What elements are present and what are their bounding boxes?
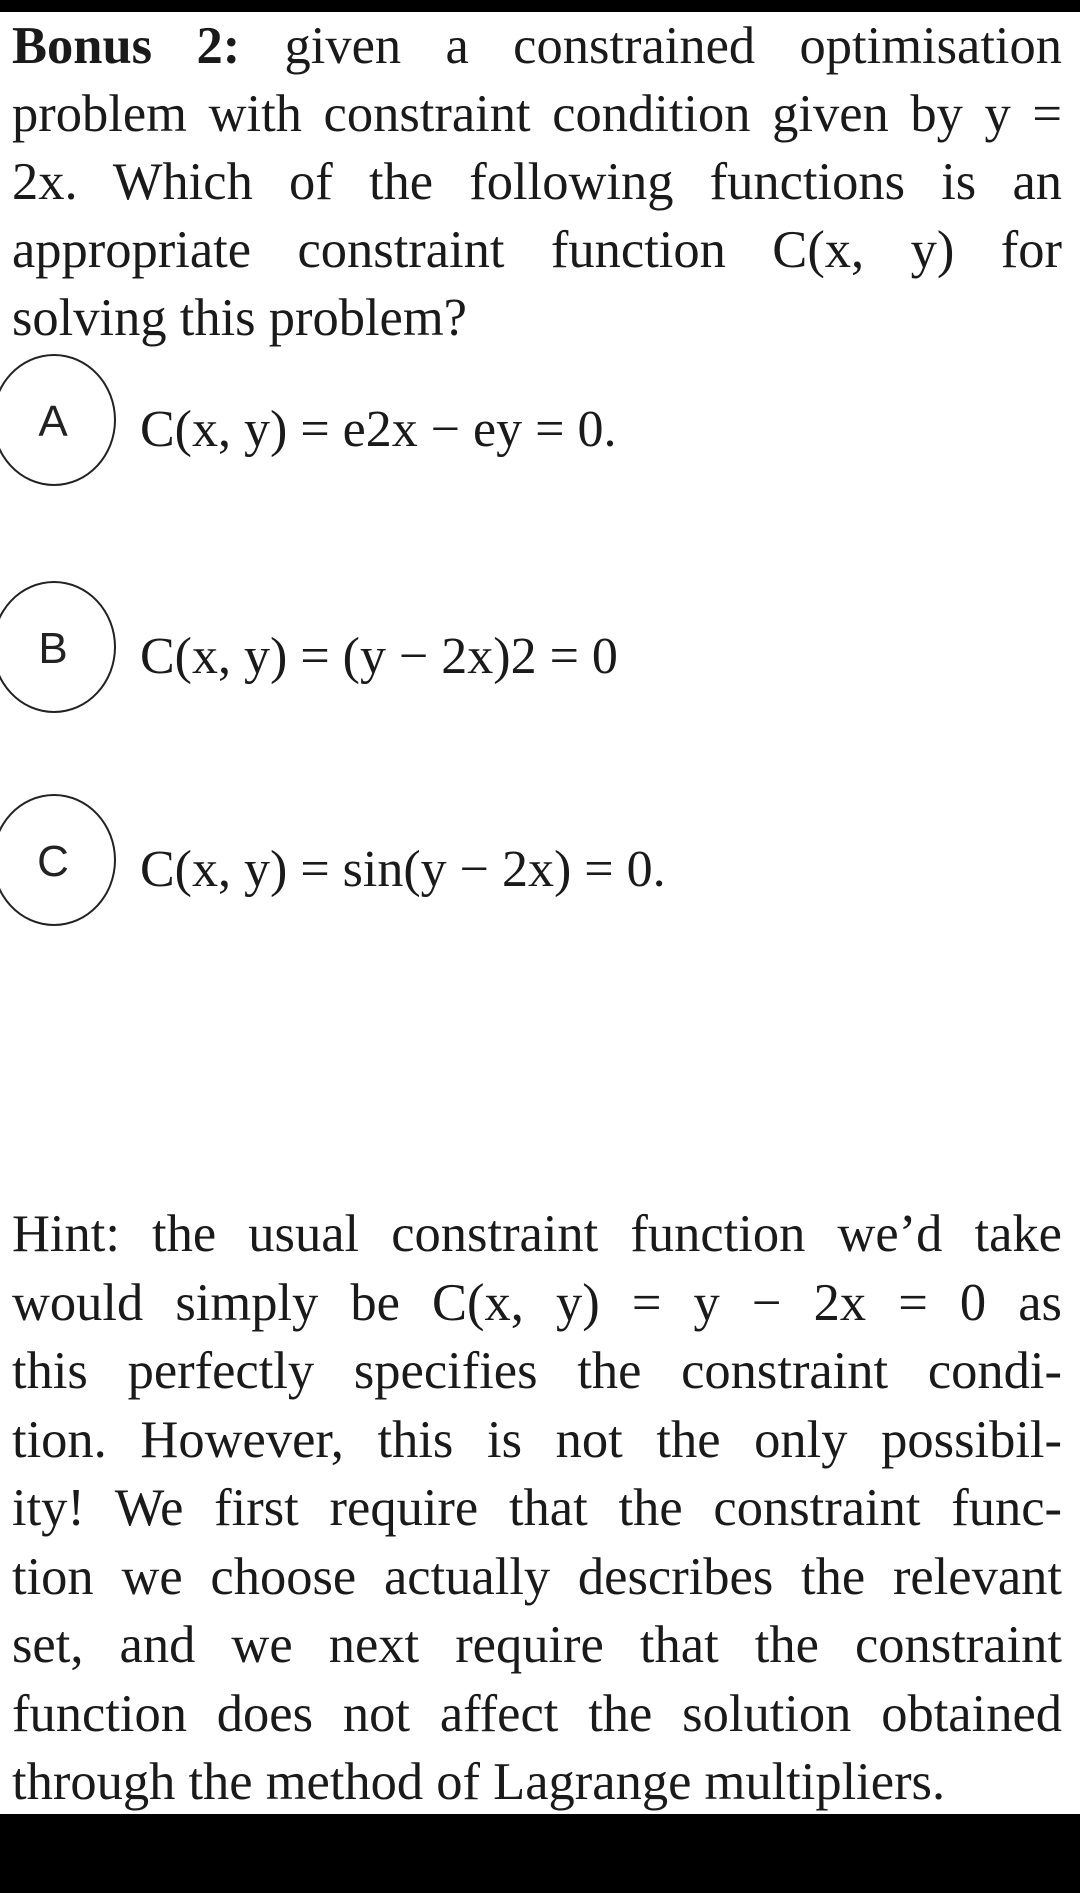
hint-line: function does not affect the solution obtained <box>12 1684 1062 1743</box>
option-c-badge[interactable] <box>0 794 116 926</box>
option-c-formula: C(x, y) = sin(y − 2x) = 0. <box>140 841 666 898</box>
hint-line: through the method of Lagrange multipliers. <box>12 1753 946 1811</box>
option-a-badge[interactable] <box>0 354 116 486</box>
hint-line: ity! We first require that the constraint func- <box>12 1479 1062 1537</box>
question-label: Bonus 2: <box>12 17 241 75</box>
option-b-letter: B <box>38 624 68 673</box>
option-a-formula: C(x, y) = e2x − ey = 0. <box>140 401 617 458</box>
option-c[interactable] <box>0 794 1080 934</box>
option-b-badge[interactable] <box>0 581 116 713</box>
option-a-letter: A <box>38 397 68 446</box>
hint-line: would simply be C(x, y) = y − 2x = 0 as <box>12 1273 1062 1332</box>
question-body: given a constrained optimisation problem with constraint condition given by y = 2x. Which of the following functions is an appropriate constraint function C(x, y) for solving this problem? <box>12 17 1063 347</box>
hint-line: set, and we next require that the constraint <box>12 1616 1062 1674</box>
hint-line: Hint: the usual constraint function we’d take <box>12 1205 1062 1263</box>
question-text <box>12 12 1062 352</box>
question-card <box>0 12 1080 1814</box>
hint-line: this perfectly specifies the constraint condi- <box>12 1342 1062 1400</box>
hint-line: tion we choose actually describes the relevant <box>12 1547 1062 1606</box>
hint-line: tion. However, this is not the only possibil- <box>12 1410 1062 1469</box>
option-c-letter: C <box>37 837 69 886</box>
option-b[interactable] <box>0 581 1080 721</box>
option-b-formula: C(x, y) = (y − 2x)2 = 0 <box>140 628 618 685</box>
option-a[interactable] <box>0 354 1080 494</box>
hint-text <box>12 1200 1062 1814</box>
